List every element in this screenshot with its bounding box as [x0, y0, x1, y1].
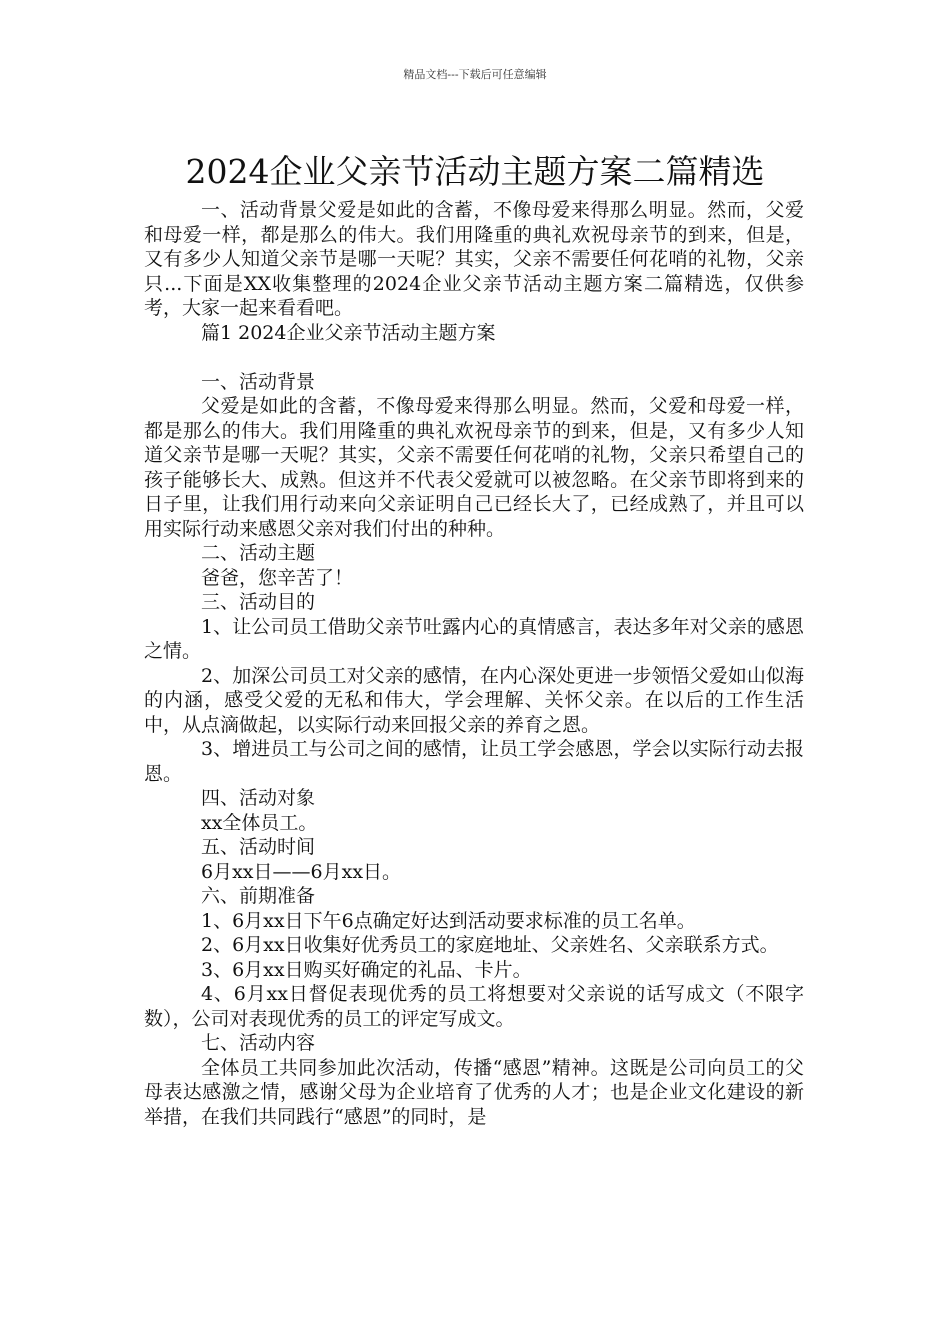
paragraph: 一、活动背景 [201, 370, 316, 393]
paragraph: 全体员工共同参加此次活动，传播“感恩”精神。这既是公司向员工的父母表达感激之情，感谢父母为企业培育了优秀的人才；也是企业文化建设的新举措，在我们共同践行“感恩”的同时，是 [144, 1056, 804, 1128]
document-body [144, 198, 804, 1129]
paragraph: 3、增进员工与公司之间的感情，让员工学会感恩，学会以实际行动去报恩。 [144, 738, 804, 785]
paragraph: 篇1 2024企业父亲节活动主题方案 [201, 321, 496, 344]
paragraph: 三、活动目的 [201, 591, 316, 613]
paragraph: 1、6月xx日下午6点确定好达到活动要求标准的员工名单。 [201, 909, 696, 932]
paragraph: 6月xx日——6月xx日。 [201, 860, 402, 883]
blank-line [144, 345, 804, 370]
paragraph: 4、6月xx日督促表现优秀的员工将想要对父亲说的话写成文（不限字数），公司对表现优秀的员工的评定写成文。 [144, 983, 804, 1030]
paragraph: 父爱是如此的含蓄，不像母爱来得那么明显。然而，父爱和母爱一样，都是那么的伟大。我们用隆重的典礼欢祝母亲节的到来，但是，又有多少人知道父亲节是哪一天呢？其实，父亲不需要任何花哨的礼物，父亲只希望自己的孩子能够长大、成熟。但这并不代表父爱就可以被忽略。在父亲节即将到来的日子里，让我们用行动来向父亲证明自己已经长大了，已经成熟了，并且可以用实际行动来感恩父亲对我们付出的种种。 [144, 395, 804, 540]
paragraph: 二、活动主题 [201, 542, 316, 564]
paragraph: 四、活动对象 [201, 787, 316, 809]
paragraph: xx全体员工。 [201, 811, 318, 834]
document-title: 2024企业父亲节活动主题方案二篇精选 [185, 152, 765, 192]
paragraph: 3、6月xx日购买好确定的礼品、卡片。 [201, 958, 532, 981]
paragraph: 一、活动背景父爱是如此的含蓄，不像母爱来得那么明显。然而，父爱和母爱一样，都是那么的伟大。我们用隆重的典礼欢祝母亲节的到来，但是，又有多少人知道父亲节是哪一天呢？其实，父亲不需要任何花哨的礼物，父亲只...下面是XX收集整理的2024企业父亲节活动主题方案二篇精选，仅供参考，大家一起来看看吧。 [144, 199, 804, 319]
paragraph: 七、活动内容 [201, 1032, 316, 1054]
paragraph: 2、加深公司员工对父亲的感情，在内心深处更进一步领悟父爱如山似海的内涵，感受父爱的无私和伟大，学会理解、关怀父亲。在以后的工作生活中，从点滴做起，以实际行动来回报父亲的养育之恩。 [144, 664, 804, 736]
paragraph: 爸爸，您辛苦了！ [201, 566, 354, 589]
paragraph: 1、让公司员工借助父亲节吐露内心的真情感言，表达多年对父亲的感恩之情。 [144, 615, 804, 662]
header-note: 精品文档---下载后可任意编辑 [403, 68, 547, 81]
paragraph: 五、活动时间 [201, 836, 316, 858]
paragraph: 六、前期准备 [201, 885, 316, 907]
paragraph: 2、6月xx日收集好优秀员工的家庭地址、父亲姓名、父亲联系方式。 [201, 934, 779, 956]
